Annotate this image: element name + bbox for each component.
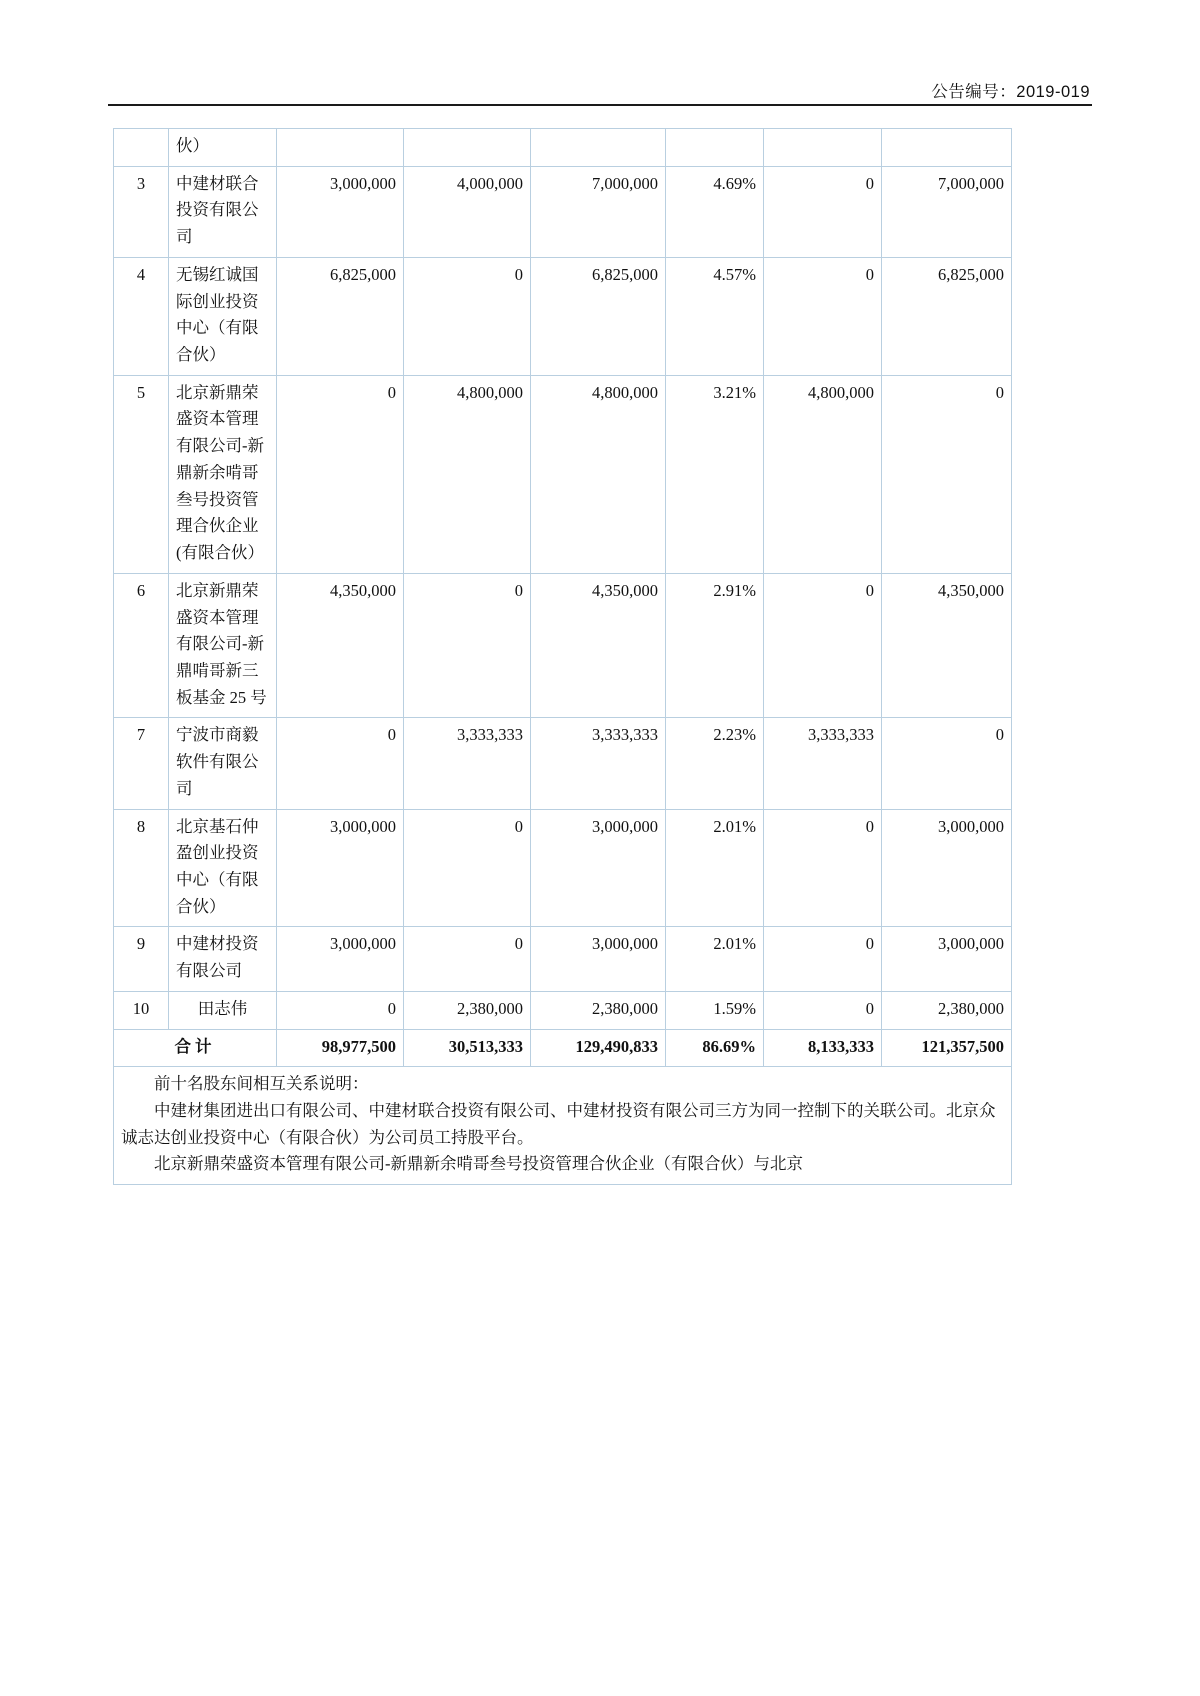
notes-cell [114,1067,1012,1185]
row-unrestricted-shares: 4,350,000 [882,573,1012,718]
row-unrestricted-shares: 3,000,000 [882,927,1012,991]
row-end-shares: 3,000,000 [531,927,666,991]
table-row [114,129,1012,167]
row-restricted-shares: 0 [764,166,882,257]
total-end-percent: 86.69% [666,1029,764,1067]
row-shareholder-name: 田志伟 [169,991,277,1029]
table-row [114,166,1012,257]
row-begin-shares: 4,350,000 [277,573,404,718]
row-end-percent: 4.57% [666,257,764,375]
row-index: 8 [114,809,169,927]
row-restricted-shares: 0 [764,927,882,991]
row-begin-shares: 3,000,000 [277,927,404,991]
shareholders-table-wrapper [113,128,1011,1185]
row-begin-shares: 0 [277,991,404,1029]
row-change-shares: 0 [404,809,531,927]
row-restricted-shares: 4,800,000 [764,375,882,573]
row-end-shares: 3,333,333 [531,718,666,809]
note-paragraph-2: 中建材集团进出口有限公司、中建材联合投资有限公司、中建材投资有限公司三方为同一控制下的关联公司。北京众诚志达创业投资中心（有限合伙）为公司员工持股平台。 [121,1101,996,1147]
table-row [114,718,1012,809]
row-end-shares: 6,825,000 [531,257,666,375]
row-change-shares: 0 [404,257,531,375]
row-end-shares: 4,800,000 [531,375,666,573]
note-paragraph-1: 前十名股东间相互关系说明： [154,1074,369,1094]
row-change-shares: 0 [404,573,531,718]
table-notes-row [114,1067,1012,1185]
table-row [114,573,1012,718]
total-change-shares: 30,513,333 [404,1029,531,1067]
row-unrestricted-shares: 7,000,000 [882,166,1012,257]
total-unrestricted-shares: 121,357,500 [882,1029,1012,1067]
row-index: 4 [114,257,169,375]
row-index: 3 [114,166,169,257]
row-change-shares [404,129,531,167]
row-end-percent: 2.23% [666,718,764,809]
row-end-shares: 7,000,000 [531,166,666,257]
row-end-percent: 2.91% [666,573,764,718]
row-end-percent: 2.01% [666,809,764,927]
row-begin-shares: 6,825,000 [277,257,404,375]
row-restricted-shares: 3,333,333 [764,718,882,809]
row-end-percent: 1.59% [666,991,764,1029]
total-restricted-shares: 8,133,333 [764,1029,882,1067]
row-end-shares: 4,350,000 [531,573,666,718]
table-row [114,375,1012,573]
row-change-shares: 0 [404,927,531,991]
row-unrestricted-shares: 6,825,000 [882,257,1012,375]
total-end-shares: 129,490,833 [531,1029,666,1067]
table-row [114,991,1012,1029]
row-shareholder-name: 中建材投资有限公司 [169,927,277,991]
total-label: 合计 [114,1029,277,1067]
row-restricted-shares [764,129,882,167]
row-begin-shares: 3,000,000 [277,166,404,257]
header-divider [108,104,1092,106]
row-unrestricted-shares: 0 [882,375,1012,573]
row-restricted-shares: 0 [764,257,882,375]
row-unrestricted-shares [882,129,1012,167]
row-shareholder-name: 伙） [169,129,277,167]
table-row [114,809,1012,927]
row-index: 6 [114,573,169,718]
row-end-shares: 3,000,000 [531,809,666,927]
shareholders-table [113,128,1012,1185]
row-unrestricted-shares: 3,000,000 [882,809,1012,927]
row-unrestricted-shares: 2,380,000 [882,991,1012,1029]
row-change-shares: 3,333,333 [404,718,531,809]
row-end-percent: 4.69% [666,166,764,257]
row-unrestricted-shares: 0 [882,718,1012,809]
row-end-percent: 2.01% [666,927,764,991]
table-row [114,927,1012,991]
row-index: 7 [114,718,169,809]
row-change-shares: 4,800,000 [404,375,531,573]
row-change-shares: 4,000,000 [404,166,531,257]
table-total-row [114,1029,1012,1067]
row-index: 10 [114,991,169,1029]
row-shareholder-name: 宁波市商毅软件有限公司 [169,718,277,809]
row-begin-shares [277,129,404,167]
row-restricted-shares: 0 [764,573,882,718]
row-shareholder-name: 中建材联合投资有限公司 [169,166,277,257]
row-change-shares: 2,380,000 [404,991,531,1029]
row-end-shares: 2,380,000 [531,991,666,1029]
table-row [114,257,1012,375]
row-index: 5 [114,375,169,573]
total-begin-shares: 98,977,500 [277,1029,404,1067]
row-begin-shares: 0 [277,718,404,809]
row-index [114,129,169,167]
note-paragraph-3: 北京新鼎荣盛资本管理有限公司-新鼎新余啃哥叁号投资管理合伙企业（有限合伙）与北京 [154,1154,803,1174]
row-begin-shares: 0 [277,375,404,573]
row-shareholder-name: 北京新鼎荣盛资本管理有限公司-新鼎啃哥新三板基金 25 号 [169,573,277,718]
row-shareholder-name: 北京新鼎荣盛资本管理有限公司-新鼎新余啃哥叁号投资管理合伙企业(有限合伙） [169,375,277,573]
row-index: 9 [114,927,169,991]
row-restricted-shares: 0 [764,809,882,927]
page-header-notice-number: 公告编号：2019-019 [931,83,1090,101]
row-restricted-shares: 0 [764,991,882,1029]
row-begin-shares: 3,000,000 [277,809,404,927]
row-end-percent: 3.21% [666,375,764,573]
row-end-shares [531,129,666,167]
row-shareholder-name: 无锡红诚国际创业投资中心（有限合伙） [169,257,277,375]
row-shareholder-name: 北京基石仲盈创业投资中心（有限合伙） [169,809,277,927]
row-end-percent [666,129,764,167]
